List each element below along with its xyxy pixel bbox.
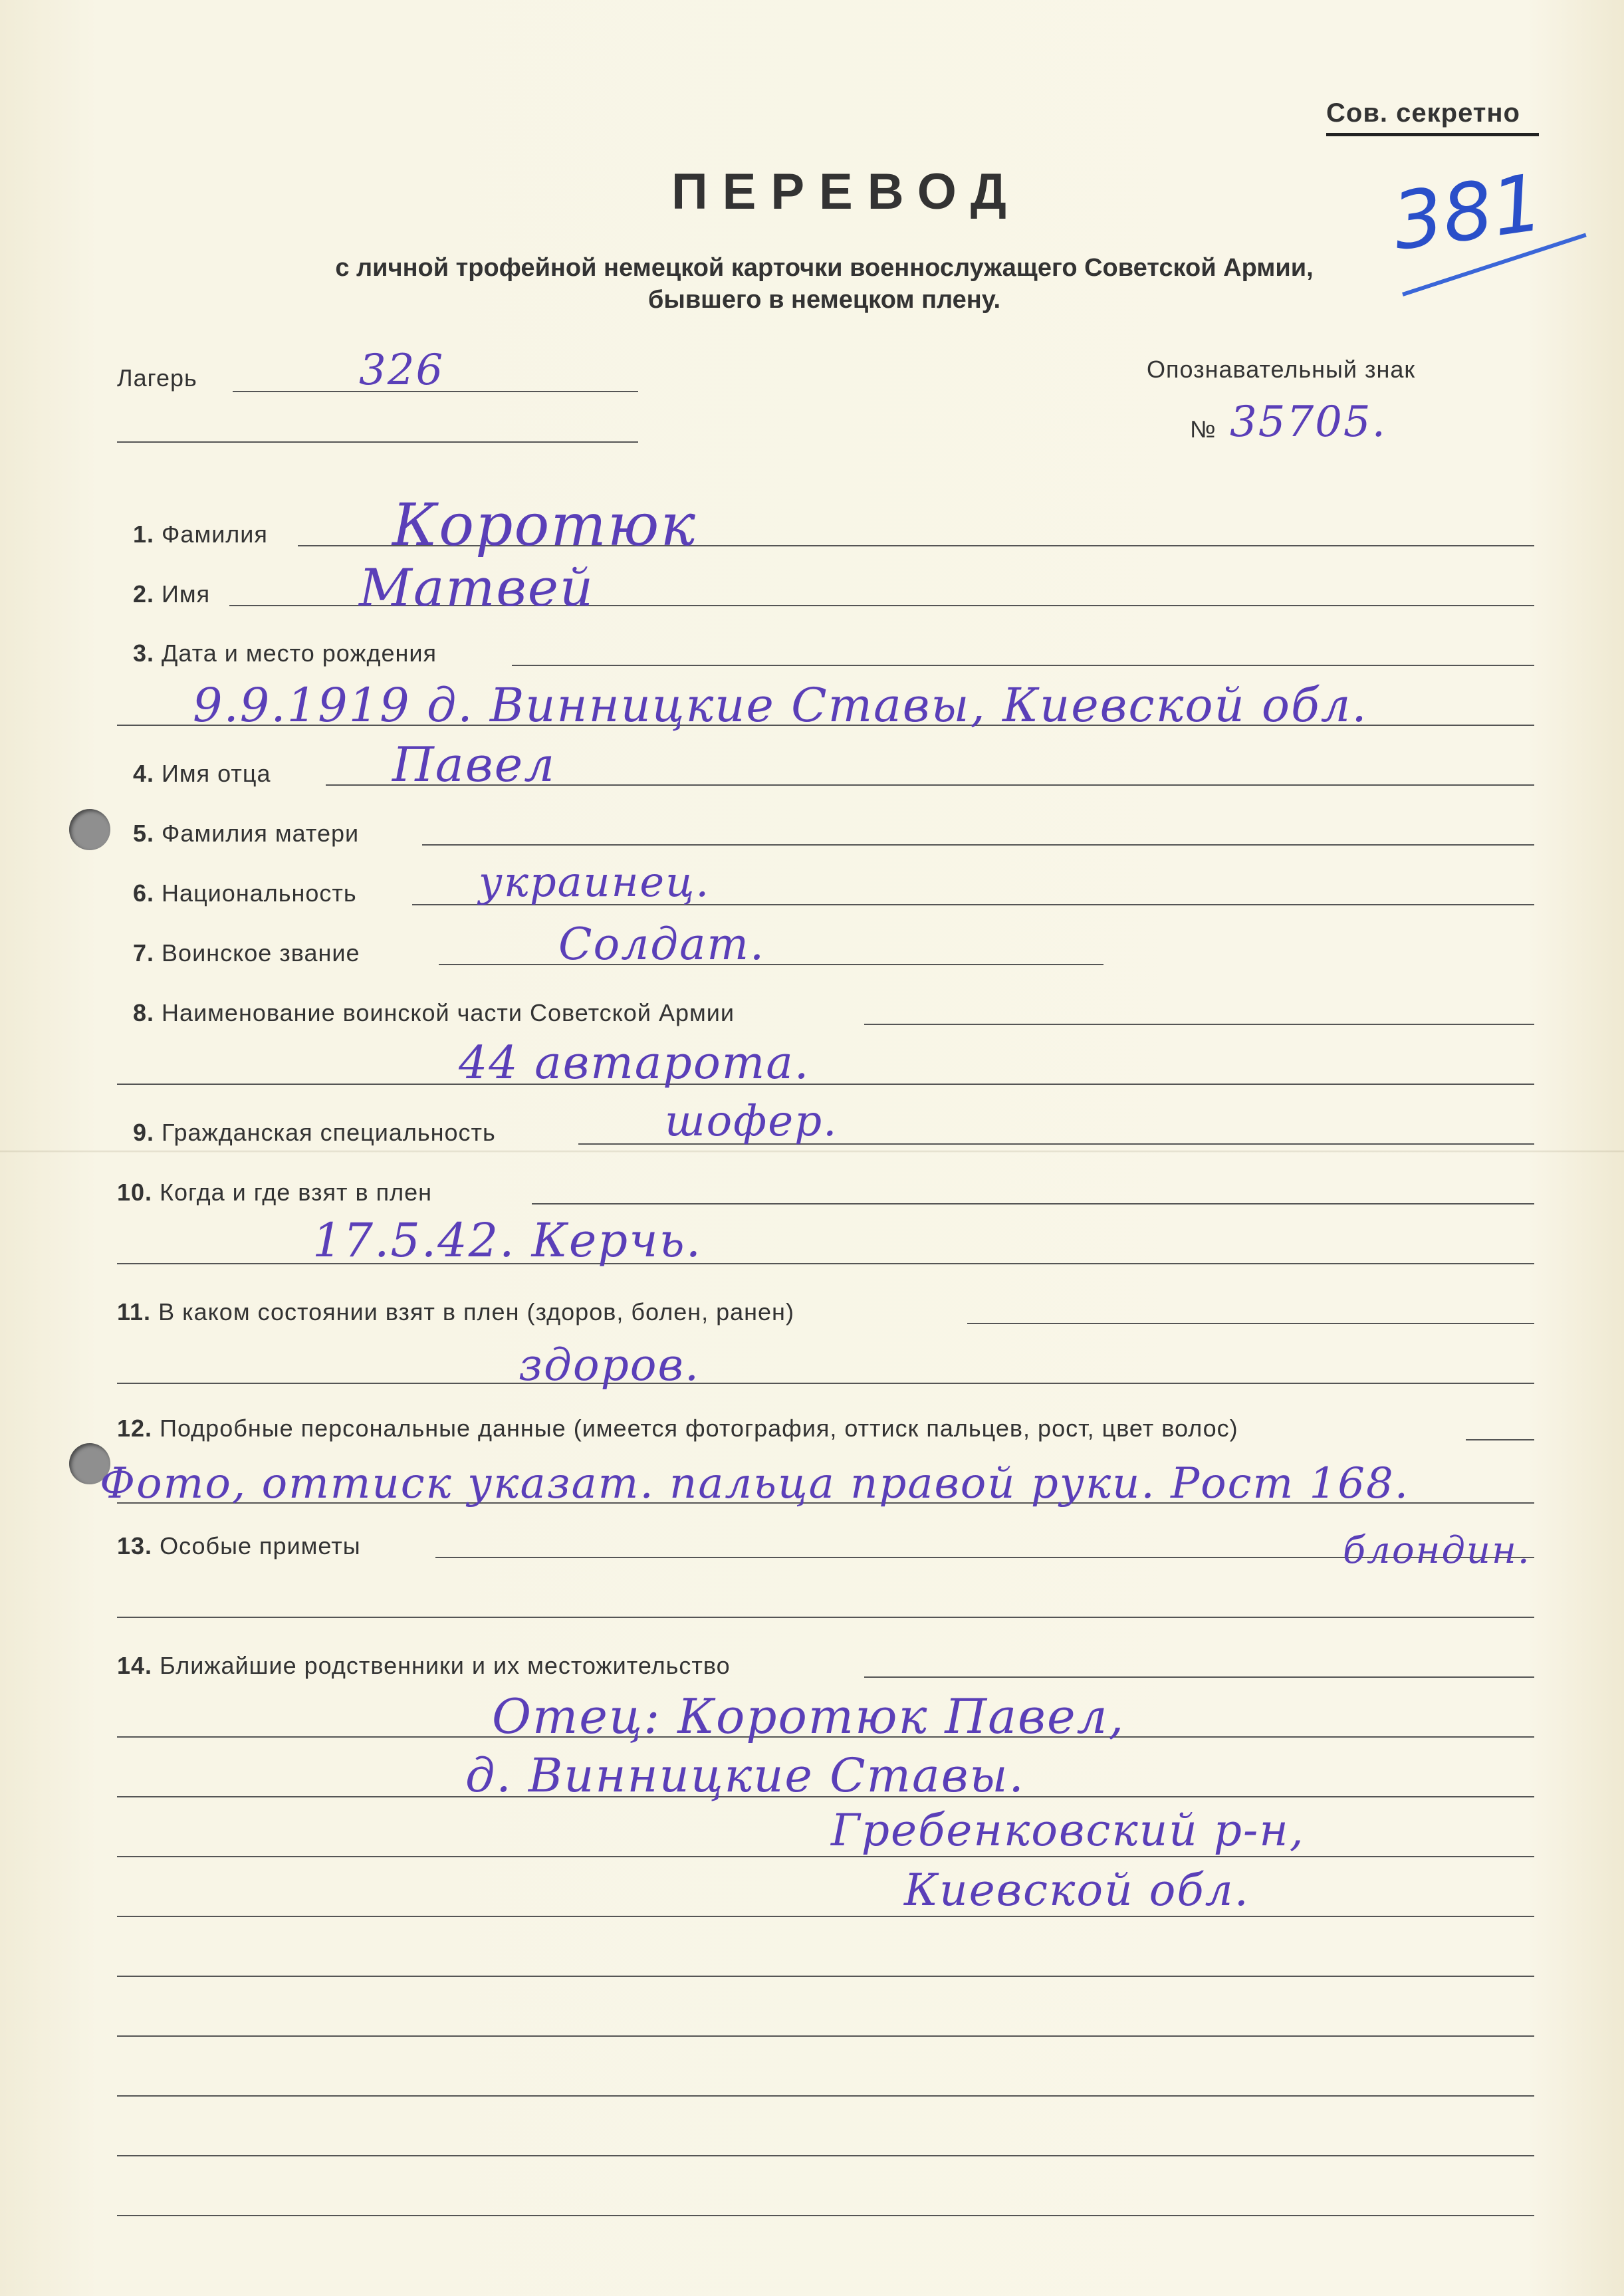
document-title: ПЕРЕВОД (671, 164, 1021, 220)
field-14-line-7 (117, 2035, 1534, 2037)
archive-number: 381 (1387, 156, 1548, 269)
field-3-line (512, 665, 1534, 666)
field-11-line (967, 1323, 1534, 1324)
field-5-line (422, 844, 1534, 846)
field-8-line (864, 1024, 1534, 1025)
field-7-line (439, 964, 1103, 965)
field-6-value: украинец. (479, 858, 711, 906)
relatives-line-4: Киевской обл. (904, 1865, 1250, 1916)
field-12-value: Фото, оттиск указат. пальца правой руки. Рост 168. (100, 1459, 1410, 1508)
relatives-line-3: Гребенковский р-н, (831, 1805, 1305, 1856)
field-8-line-2 (117, 1084, 1534, 1085)
field-11-value: здоров. (519, 1339, 700, 1391)
field-14-line-8 (117, 2095, 1534, 2097)
field-13-line-2 (117, 1617, 1534, 1618)
field-4-label: 4. Имя отца (133, 760, 271, 787)
id-tag-value: 35705. (1230, 398, 1387, 447)
field-10-label: 10. Когда и где взят в плен (117, 1179, 432, 1206)
field-10-line (532, 1203, 1534, 1205)
field-10-value: 17.5.42. Керчь. (312, 1213, 703, 1268)
field-13-label: 13. Особые приметы (117, 1532, 361, 1559)
paper-fold (0, 1150, 1624, 1153)
document-subtitle-line1: с личной трофейной немецкой карточки военнослужащего Советской Армии, (335, 254, 1314, 282)
field-7-value: Солдат. (558, 919, 765, 970)
field-9-value: шофер. (665, 1097, 838, 1146)
id-tag-label: Опознавательный знак (1147, 356, 1416, 383)
classification-underline (1326, 133, 1539, 136)
field-12-label: 12. Подробные персональные данные (имеется фотография, оттиск пальцев, рост, цвет волос) (117, 1415, 1238, 1442)
field-8-value: 44 автарота. (459, 1037, 810, 1090)
document-subtitle-line2: бывшего в немецком плену. (647, 286, 1001, 314)
camp-label: Лагерь (117, 364, 197, 392)
field-14-line-9 (117, 2155, 1534, 2156)
field-14-line-6 (117, 1976, 1534, 1977)
field-14-line-4 (117, 1856, 1534, 1857)
field-14-label: 14. Ближайшие родственники и их местожительство (117, 1652, 731, 1679)
relatives-line-2: д. Винницкие Ставы. (465, 1748, 1025, 1803)
classification-stamp: Сов. секретно (1326, 98, 1520, 128)
field-11-label: 11. В каком состоянии взят в плен (здоров, болен, ранен) (117, 1298, 794, 1325)
field-3-value: 9.9.1919 д. Винницкие Ставы, Киевской обл. (193, 678, 1368, 733)
field-14-line-5 (117, 1916, 1534, 1917)
punch-hole (69, 809, 110, 850)
field-11-line-2 (117, 1383, 1534, 1384)
field-5-label: 5. Фамилия матери (133, 820, 360, 847)
field-13-value: блондин. (1343, 1529, 1531, 1572)
field-8-label: 8. Наименование воинской части Советской Армии (133, 999, 735, 1026)
field-1-value: Коротюк (392, 491, 697, 559)
field-2-value: Матвей (359, 558, 595, 618)
relatives-line-1: Отец: Коротюк Павел, (492, 1688, 1125, 1744)
id-tag-no-label: № (1190, 415, 1217, 443)
field-12-line (1466, 1439, 1534, 1440)
field-7-label: 7. Воинское звание (133, 939, 360, 967)
field-14-line (864, 1676, 1534, 1678)
field-4-value: Павел (392, 737, 556, 792)
field-2-label: 2. Имя (133, 580, 211, 608)
field-9-label: 9. Гражданская специальность (133, 1119, 496, 1146)
camp-line-2 (117, 441, 638, 443)
camp-value: 326 (359, 346, 445, 395)
field-14-line-10 (117, 2215, 1534, 2216)
field-1-label: 1. Фамилия (133, 520, 268, 548)
field-3-label: 3. Дата и место рождения (133, 639, 437, 667)
field-6-label: 6. Национальность (133, 879, 357, 907)
